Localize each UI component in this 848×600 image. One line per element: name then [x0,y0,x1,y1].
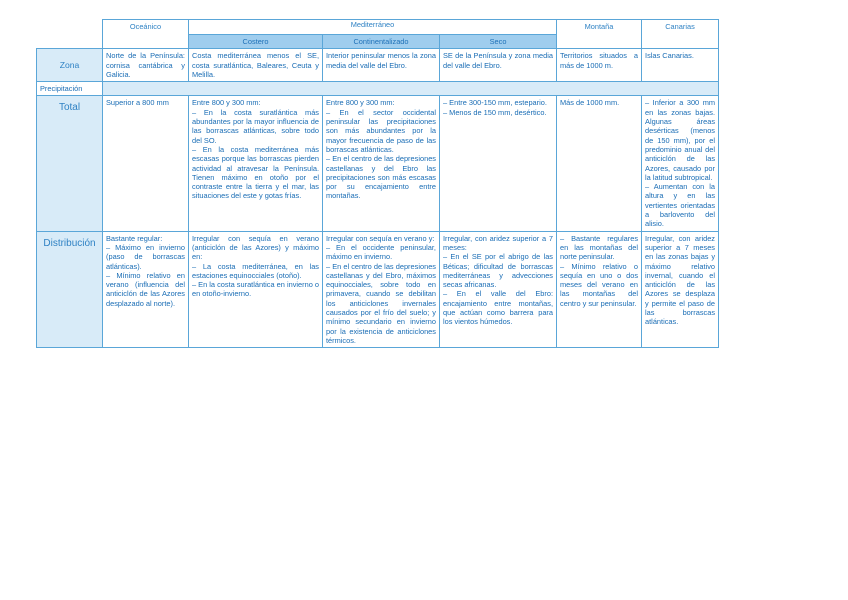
col-header-montana: Montaña [557,20,642,49]
cell-total-costero [189,96,323,231]
text-line: Bastante regular: [106,233,163,243]
text-line: – Aumentan con la altura y en las vertientes orientadas a barlovento del alisio. [645,182,716,229]
text-line: – En el sector occidental peninsular las precipitaciones son más abundantes por la mayor frecuencia de paso de las borrascas atlánticas. [326,107,436,154]
cell-zona-montana: Territorios situados a más de 1000 m. [557,49,642,82]
row-zona [37,49,719,82]
cell-total-canarias [642,96,719,231]
corner-cell [37,20,103,49]
text-line: – En la costa suratlántica en invierno o en otoño-invierno. [192,280,319,299]
cell-zona-costero: Costa mediterránea menos el SE, costa suratlántica, Baleares, Ceuta y Melilla. [189,49,323,82]
text-line: – En el SE por el abrigo de las Béticas; dificultad de borrascas mediterráneas y advecciones secas africanas. [443,252,554,290]
text-line: – En el occidente peninsular, máximo en invierno. [326,242,436,262]
text-line: – Bastante regulares en las montañas del norte peninsular. [560,233,639,262]
text-line: – Mínimo relativo en verano (influencia del anticiclón de las Azores desplazado al norte). [106,270,185,308]
cell-distribucion-costero [189,231,323,348]
row-total [37,96,719,231]
cell-zona-oceanico: Norte de la Península: cornisa cantábrica y Galicia. [103,49,189,82]
section-label-precipitacion: Precipitación [37,82,103,96]
cell-zona-continentalizado: Interior peninsular menos la zona media del valle del Ebro. [323,49,440,82]
cell-zona-seco: SE de la Península y zona media del valle del Ebro. [440,49,557,82]
text-line: – En la costa suratlántica más abundantes por la mayor influencia de las borrascas atlánticas, sobre todo del SO. [192,107,319,145]
text-line: – Menos de 150 mm, desértico. [443,107,547,117]
text-line: Entre 800 y 300 mm: [326,98,395,108]
climate-table [36,19,719,348]
row-label-total: Total [37,96,103,231]
cell-total-montana: Más de 1000 mm. [557,96,642,231]
text-line: – En la costa mediterránea más escasas porque las borrascas pierden actividad al atravesar la Península. Tienen máximo en otoño por el contraste entre la tierra y el mar, las situaciones del este y gotas frías. [192,144,319,201]
text-line: Entre 800 y 300 mm: [192,98,261,108]
col-header-continentalizado: Continentalizado [323,35,440,49]
cell-distribucion-canarias: Irregular, con aridez superior a 7 meses en las zonas bajas y máximo relativo invernal, cuando el anticiclón de las Azores se desplaza y permite el paso de las borrascas atlánticas. [642,231,719,348]
cell-total-oceanico: Superior a 800 mm [103,96,189,231]
text-line: – Inferior a 300 mm en las zonas bajas. Algunas áreas desérticas (menos de 150 mm), por el predominio anual del anticiclón de las Azores, causado por la latitud subtropical. [645,98,716,182]
col-header-mediterraneo: Mediterráneo [189,20,557,35]
cell-distribucion-montana [557,231,642,348]
text-line: Irregular con sequía en verano y: [326,233,435,243]
cell-distribucion-continentalizado [323,231,440,348]
text-line: Irregular con sequía en verano (anticiclón de las Azores) y máximo en: [192,233,319,262]
text-line: – En el valle del Ebro: encajamiento entre montañas, que actúan como barrera para los vientos húmedos. [443,289,554,327]
col-header-canarias: Canarias [642,20,719,49]
row-precipitacion [37,82,719,96]
header-row-1 [37,20,719,35]
text-line: – La costa mediterránea, en las estaciones equinocciales (otoño). [192,261,319,280]
cell-distribucion-oceanico [103,231,189,348]
col-header-costero: Costero [189,35,323,49]
cell-total-continentalizado [323,96,440,231]
text-line: – En el centro de las depresiones castellanas y del Ebro las precipitaciones son más escasas por su encajamiento entre montañas. [326,154,436,201]
section-band [103,82,719,96]
cell-total-seco [440,96,557,231]
cell-distribucion-seco [440,231,557,348]
row-label-distribucion: Distribución [37,231,103,348]
col-header-oceanico: Oceánico [103,20,189,49]
cell-zona-canarias: Islas Canarias. [642,49,719,82]
text-line: – Mínimo relativo o sequía en uno o dos meses del verano en las montañas del centro y sur peninsular. [560,261,639,308]
text-line: – Máximo en invierno (paso de borrascas atlánticas). [106,242,185,271]
text-line: – En el centro de las depresiones castellanas y del Ebro, máximos equinocciales, sobre todo en primavera, cuando se debilitan los anticiclones invernales causados por el frío del suelo; y mínimo secundario en invierno por la existencia de anticiclones térmicos. [326,261,436,345]
text-line: Irregular, con aridez superior a 7 meses: [443,233,554,252]
col-header-seco: Seco [440,35,557,49]
row-label-zona: Zona [37,49,103,82]
row-distribucion [37,231,719,348]
text-line: – Entre 300-150 mm, estepario. [443,98,547,108]
